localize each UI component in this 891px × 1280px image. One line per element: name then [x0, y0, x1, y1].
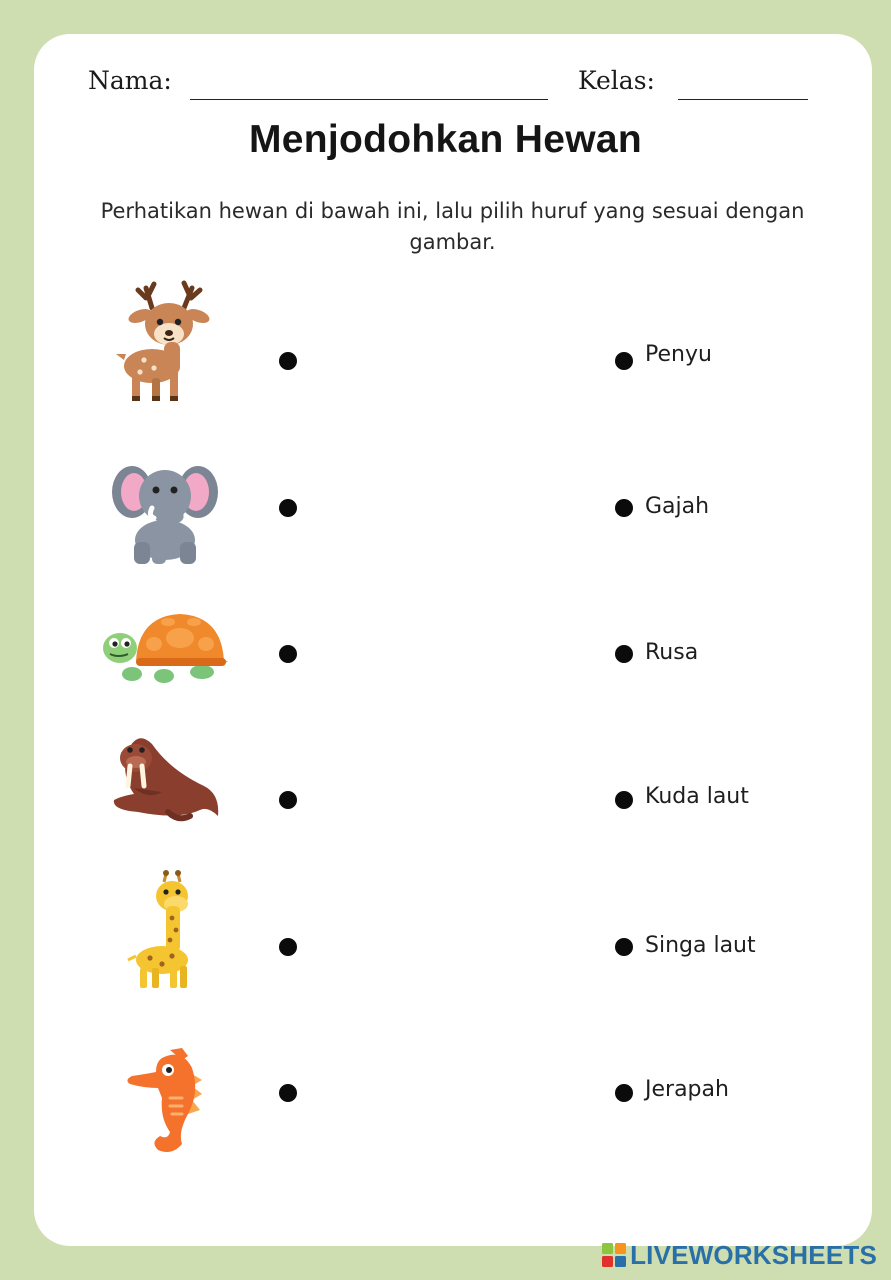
class-field-line[interactable]	[678, 99, 808, 100]
right-match-dot-4[interactable]	[615, 791, 633, 809]
elephant-icon	[110, 456, 220, 568]
liveworksheets-logo-icon	[602, 1243, 626, 1267]
name-field-line[interactable]	[190, 99, 548, 100]
right-match-dot-3[interactable]	[615, 645, 633, 663]
left-match-dot-2[interactable]	[279, 499, 297, 517]
walrus-icon	[108, 730, 222, 824]
option-label-5: Singa laut	[645, 933, 756, 958]
option-label-2: Gajah	[645, 494, 710, 519]
option-label-4: Kuda laut	[645, 784, 749, 809]
turtle-icon	[102, 610, 230, 686]
deer-icon	[112, 280, 216, 404]
right-match-dot-6[interactable]	[615, 1084, 633, 1102]
option-label-6: Jerapah	[645, 1077, 729, 1102]
seahorse-icon	[122, 1044, 208, 1158]
option-label-1: Penyu	[645, 342, 712, 367]
right-match-dot-1[interactable]	[615, 352, 633, 370]
giraffe-icon	[126, 868, 202, 990]
brand-name: LIVEWORKSHEETS	[630, 1239, 877, 1270]
brand-watermark	[602, 1240, 877, 1270]
left-match-dot-6[interactable]	[279, 1084, 297, 1102]
right-match-dot-2[interactable]	[615, 499, 633, 517]
option-label-3: Rusa	[645, 640, 699, 665]
right-match-dot-5[interactable]	[615, 938, 633, 956]
left-match-dot-4[interactable]	[279, 791, 297, 809]
left-match-dot-3[interactable]	[279, 645, 297, 663]
header-row	[0, 66, 891, 106]
left-match-dot-5[interactable]	[279, 938, 297, 956]
left-match-dot-1[interactable]	[279, 352, 297, 370]
page-title: Menjodohkan Hewan	[249, 118, 642, 161]
class-label: Kelas:	[578, 66, 655, 95]
name-label: Nama:	[88, 66, 172, 95]
instructions-text: Perhatikan hewan di bawah ini, lalu pilih huruf yang sesuai dengan gambar.	[100, 199, 805, 254]
